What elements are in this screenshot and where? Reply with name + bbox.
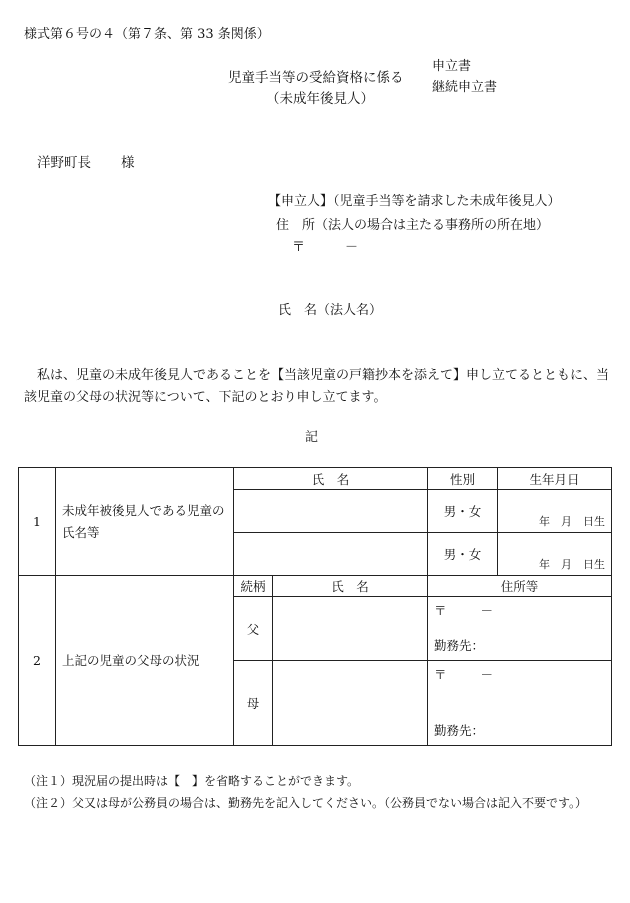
mother-address-cell[interactable] bbox=[428, 661, 612, 746]
addressee-suffix: 様 bbox=[121, 155, 135, 171]
section2-col-address: 住所等 bbox=[428, 576, 612, 597]
title-option-application: 申立書 bbox=[432, 59, 472, 74]
father-relation: 父 bbox=[234, 597, 273, 661]
section1-col-dob: 生年月日 bbox=[498, 468, 612, 490]
body-text: 私は、児童の未成年後見人であることを【当該児童の戸籍抄本を添えて】申し立てるとともに、当該児童の父母の状況等について、下記のとおり申し立てます。 bbox=[24, 368, 610, 405]
notes bbox=[24, 770, 587, 814]
form-number: 様式第６号の４（第７条、第 33 条関係） bbox=[24, 27, 270, 42]
section2-label: 上記の児童の父母の状況 bbox=[56, 576, 234, 746]
section1-col-gender: 性別 bbox=[428, 468, 498, 490]
father-name-cell[interactable] bbox=[273, 597, 428, 661]
applicant-zip bbox=[292, 240, 358, 256]
father-zip: 〒 － bbox=[434, 603, 494, 618]
details-table bbox=[18, 467, 612, 746]
child1-dob: 年 月 日生 bbox=[539, 515, 606, 528]
child2-name-cell[interactable] bbox=[234, 533, 428, 576]
note-2: （注２）父又は母が公務員の場合は、勤務先を記入してください。（公務員でない場合は記入不要です。） bbox=[24, 796, 588, 810]
child1-dob-cell[interactable] bbox=[498, 490, 612, 533]
title-option-continued-application: 継続申立書 bbox=[432, 80, 498, 95]
addressee bbox=[37, 155, 135, 171]
mother-zip: 〒 － bbox=[434, 667, 494, 682]
section1-number: 1 bbox=[19, 468, 56, 576]
child2-gender[interactable]: 男・女 bbox=[428, 533, 498, 576]
child1-gender[interactable]: 男・女 bbox=[428, 490, 498, 533]
addressee-name: 洋野町長 bbox=[37, 155, 91, 171]
mother-work-label: 勤務先： bbox=[434, 723, 485, 738]
child1-name-cell[interactable] bbox=[234, 490, 428, 533]
document-title-line1: 児童手当等の受給資格に係る bbox=[228, 70, 404, 86]
father-work-label: 勤務先： bbox=[434, 638, 485, 653]
child2-dob-cell[interactable] bbox=[498, 533, 612, 576]
section2-number: 2 bbox=[19, 576, 56, 746]
applicant-heading: 【申立人】（児童手当等を請求した未成年後見人） bbox=[268, 194, 561, 209]
section2-col-relation: 続柄 bbox=[234, 576, 273, 597]
mother-name-cell[interactable] bbox=[273, 661, 428, 746]
document-title-line2: （未成年後見人） bbox=[266, 91, 374, 107]
applicant-name-label: 氏 名（法人名） bbox=[278, 303, 383, 318]
zip-mark: 〒 bbox=[292, 240, 306, 255]
mother-relation: 母 bbox=[234, 661, 273, 746]
child2-dob: 年 月 日生 bbox=[539, 558, 606, 571]
section1-label: 未成年被後見人である児童の氏名等 bbox=[56, 468, 234, 576]
section1-col-name: 氏 名 bbox=[234, 468, 428, 490]
section2-col-name: 氏 名 bbox=[273, 576, 428, 597]
applicant-address-label: 住 所（法人の場合は主たる事務所の所在地） bbox=[276, 218, 550, 233]
note-1: （注１）現況届の提出時は【 】を省略することができます。 bbox=[24, 774, 360, 788]
father-address-cell[interactable] bbox=[428, 597, 612, 661]
zip-dash: － bbox=[345, 240, 359, 255]
ki-heading: 記 bbox=[305, 430, 319, 445]
